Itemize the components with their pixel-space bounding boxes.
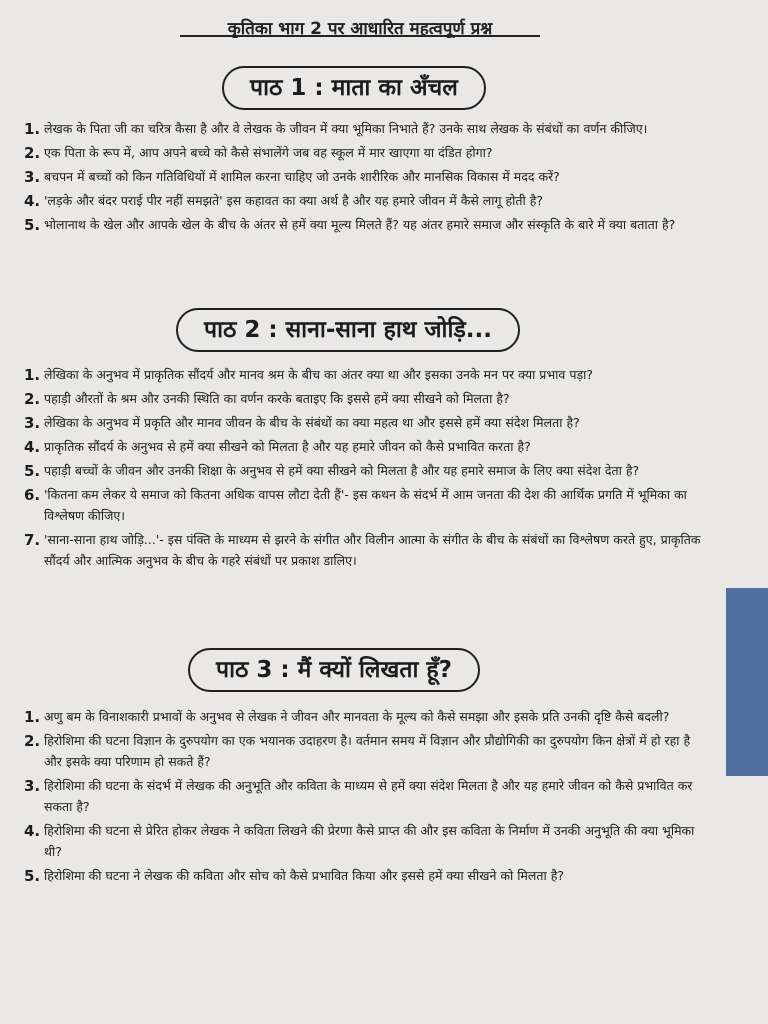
question-number: 1. <box>24 120 41 138</box>
question-number: 3. <box>24 777 41 795</box>
question-item <box>0 460 768 481</box>
question-text: प्राकृतिक सौंदर्य के अनुभव से हमें क्या सीखने को मिलता है और यह हमारे जीवन को कैसे प्रभावित करता है? <box>44 439 531 454</box>
question-number: 2. <box>24 732 41 750</box>
question-item <box>0 529 768 571</box>
question-text: 'साना-साना हाथ जोड़ि...'- इस पंक्ति के माध्यम से झरने के संगीत और विलीन आत्मा के संगीत के बीच के संबंधों का विश्लेषण करते हुए, प्राकृतिक सौंदर्य और आत्मिक अनुभव के बीच के गहरे संबंधों पर प्रकाश डालिए। <box>44 532 701 568</box>
question-item <box>0 118 768 139</box>
question-number: 4. <box>24 822 41 840</box>
question-text: लेखिका के अनुभव में प्रकृति और मानव जीवन के बीच के संबंधों का क्या महत्व था और इससे हमें क्या संदेश मिलता है? <box>44 415 580 430</box>
question-text: 'लड़के और बंदर पराई पीर नहीं समझते' इस कहावत का क्या अर्थ है और यह हमारे जीवन में कैसे लागू होती है? <box>44 193 543 208</box>
lesson-heading: पाठ 2 : साना-साना हाथ जोड़ि... <box>176 308 520 352</box>
heading-wrap <box>0 648 768 698</box>
question-text: पहाड़ी औरतों के श्रम और उनकी स्थिति का वर्णन करके बताइए कि इससे हमें क्या सीखने को मिलता है? <box>44 391 510 406</box>
question-number: 2. <box>24 390 41 408</box>
question-item <box>0 412 768 433</box>
question-number: 1. <box>24 366 41 384</box>
page-top-title: कृतिका भाग 2 पर आधारित महत्वपूर्ण प्रश्न <box>180 16 540 38</box>
question-item <box>0 730 768 772</box>
question-text: बचपन में बच्चों को किन गतिविधियों में शामिल करना चाहिए जो उनके शारीरिक और मानसिक विकास में मदद करें? <box>44 169 560 184</box>
question-number: 5. <box>24 216 41 234</box>
question-list <box>0 706 768 886</box>
question-number: 7. <box>24 531 41 549</box>
question-number: 5. <box>24 462 41 480</box>
question-list <box>0 364 768 571</box>
question-number: 5. <box>24 867 41 885</box>
heading-wrap <box>0 308 768 358</box>
question-item <box>0 142 768 163</box>
question-item <box>0 865 768 886</box>
question-list <box>0 118 768 235</box>
question-item <box>0 484 768 526</box>
question-item <box>0 190 768 211</box>
question-item <box>0 775 768 817</box>
question-number: 4. <box>24 438 41 456</box>
lesson-heading: पाठ 3 : मैं क्यों लिखता हूँ? <box>188 648 480 692</box>
question-number: 4. <box>24 192 41 210</box>
question-text: अणु बम के विनाशकारी प्रभावों के अनुभव से लेखक ने जीवन और मानवता के मूल्य को कैसे समझा और इसके प्रति उनकी दृष्टि कैसे बदली? <box>44 709 670 724</box>
lesson-heading: पाठ 1 : माता का अँचल <box>222 66 486 110</box>
question-item <box>0 820 768 862</box>
blue-side-strip <box>726 588 768 776</box>
question-text: भोलानाथ के खेल और आपके खेल के बीच के अंतर से हमें क्या मूल्य मिलते हैं? यह अंतर हमारे समाज और संस्कृति के बारे में क्या बताता है? <box>44 217 676 232</box>
question-number: 1. <box>24 708 41 726</box>
question-item <box>0 166 768 187</box>
question-number: 6. <box>24 486 41 504</box>
question-text: हिरोशिमा की घटना विज्ञान के दुरुपयोग का एक भयानक उदाहरण है। वर्तमान समय में विज्ञान और प्रौद्योगिकी का दुरुपयोग किन क्षेत्रों में हो रहा है और इसके क्या परिणाम हो सकते हैं? <box>44 733 691 769</box>
question-text: 'कितना कम लेकर ये समाज को कितना अधिक वापस लौटा देती हैं'- इस कथन के संदर्भ में आम जनता की देश की आर्थिक प्रगति में भूमिका का विश्लेषण कीजिए। <box>44 487 687 523</box>
question-text: हिरोशिमा की घटना ने लेखक की कविता और सोच को कैसे प्रभावित किया और इससे हमें क्या सीखने को मिलता है? <box>44 868 564 883</box>
question-item <box>0 706 768 727</box>
question-text: पहाड़ी बच्चों के जीवन और उनकी शिक्षा के अनुभव से हमें क्या सीखने को मिलता है और यह हमारे समाज के लिए क्या संदेश देता है? <box>44 463 640 478</box>
question-number: 3. <box>24 414 41 432</box>
question-item <box>0 388 768 409</box>
heading-wrap <box>0 66 768 116</box>
question-item <box>0 214 768 235</box>
question-text: हिरोशिमा की घटना से प्रेरित होकर लेखक ने कविता लिखने की प्रेरणा कैसे प्राप्त की और इस कविता के निर्माण में उनकी अनुभूति की क्या भूमिका थी? <box>44 823 695 859</box>
question-number: 2. <box>24 144 41 162</box>
question-item <box>0 436 768 457</box>
section-lesson-3 <box>0 648 768 889</box>
section-lesson-2 <box>0 308 768 574</box>
question-text: एक पिता के रूप में, आप अपने बच्चे को कैसे संभालेंगे जब वह स्कूल में मार खाएगा या दंडित होगा? <box>44 145 493 160</box>
question-text: हिरोशिमा की घटना के संदर्भ में लेखक की अनुभूति और कविता के माध्यम से हमें क्या संदेश मिलता है और यह हमारे जीवन को कैसे प्रभावित कर सकता है? <box>44 778 693 814</box>
question-text: लेखक के पिता जी का चरित्र कैसा है और वे लेखक के जीवन में क्या भूमिका निभाते हैं? उनके साथ लेखक के संबंधों का वर्णन कीजिए। <box>44 121 648 136</box>
question-text: लेखिका के अनुभव में प्राकृतिक सौंदर्य और मानव श्रम के बीच का अंतर क्या था और इसका उनके मन पर क्या प्रभाव पड़ा? <box>44 367 594 382</box>
question-number: 3. <box>24 168 41 186</box>
section-lesson-1 <box>0 66 768 238</box>
question-item <box>0 364 768 385</box>
